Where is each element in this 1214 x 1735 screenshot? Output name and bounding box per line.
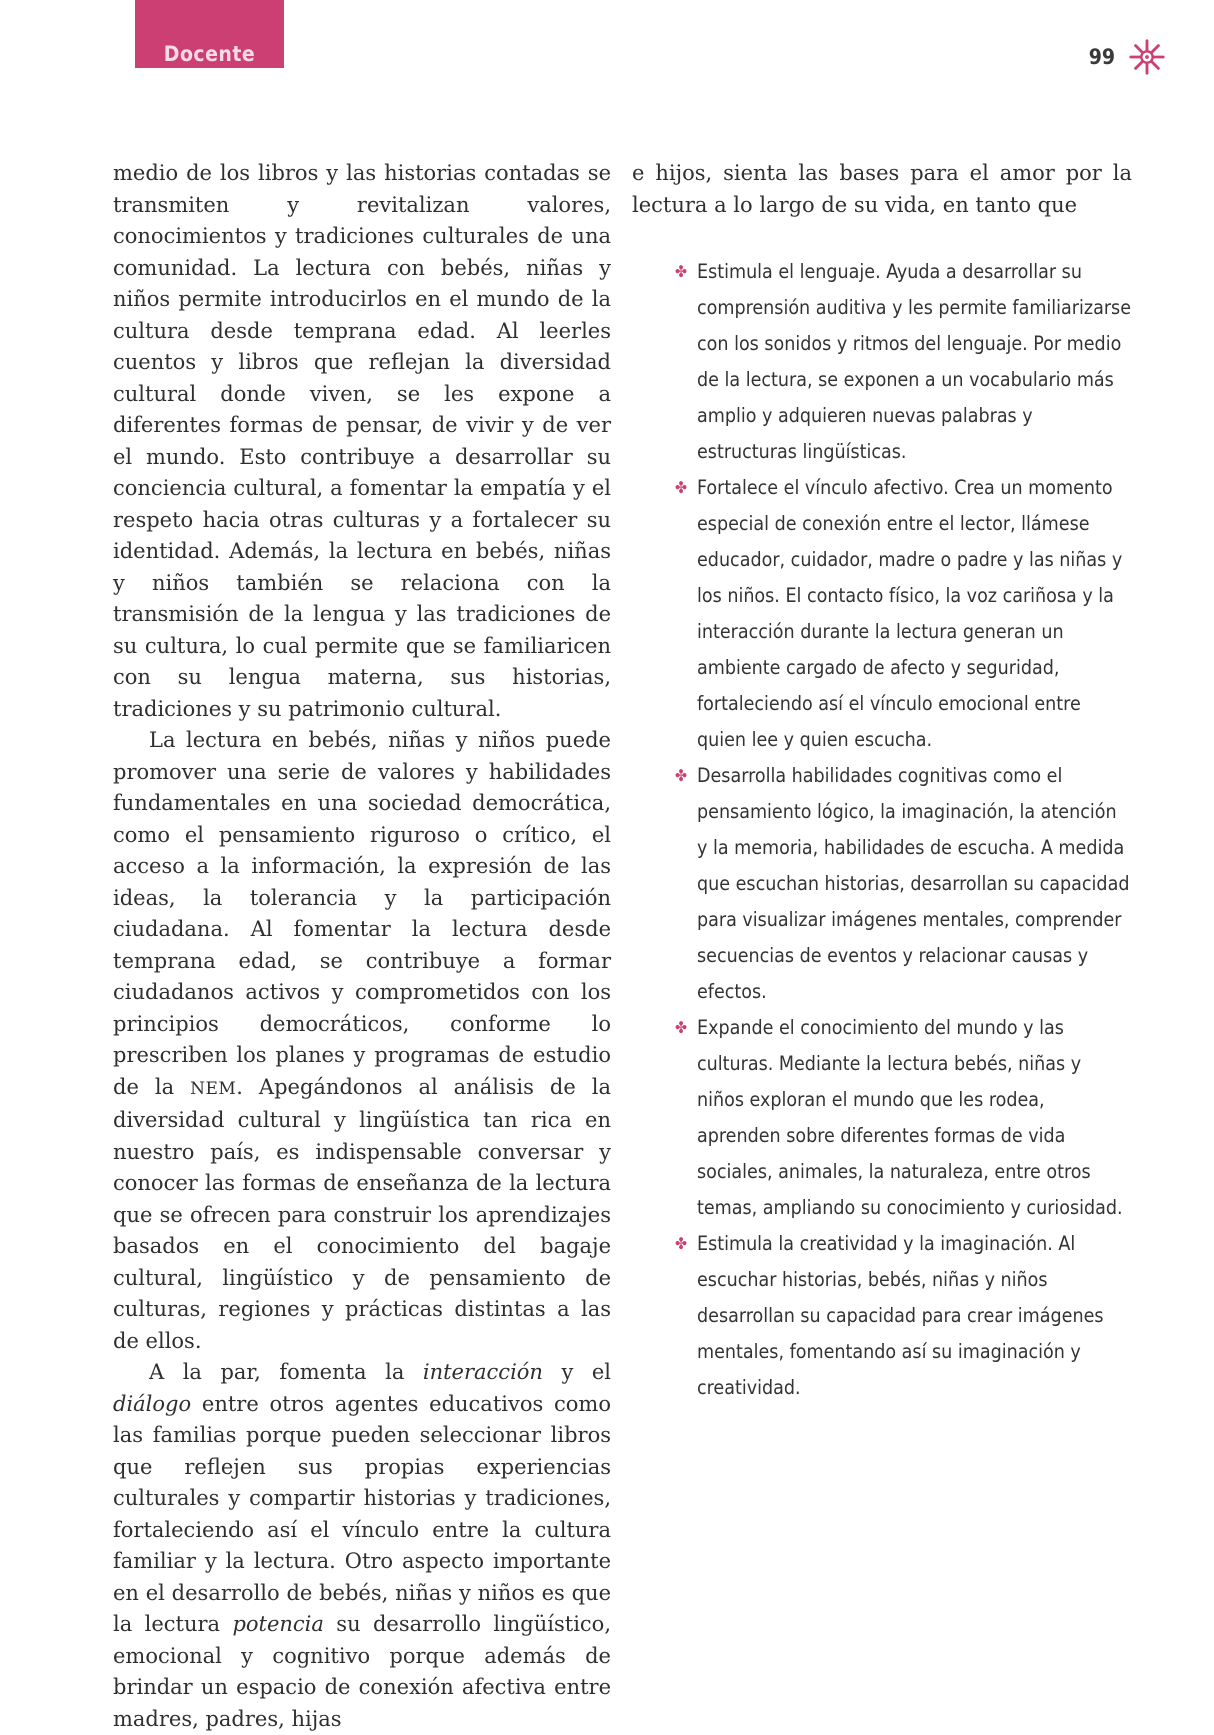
list-item-text: Estimula la creatividad y la imaginación. Al escuchar historias, bebés, niñas y niños desarrollan su capacidad para crear imágenes mentales, fomentando así su imaginación y creatividad. bbox=[697, 1232, 1104, 1399]
list-item bbox=[674, 1010, 1132, 1226]
bullet-icon: ✤ bbox=[674, 766, 688, 785]
emphasis-interaccion: interacción bbox=[422, 1360, 543, 1384]
page-number: 99 bbox=[1088, 45, 1115, 69]
bullet-icon: ✤ bbox=[674, 1234, 688, 1253]
paragraph-2 bbox=[113, 725, 611, 1357]
paragraph-3-text-d: su desarrollo lingüístico, emocional y cognitivo porque además de brindar un espacio de conexión afectiva entre madres, padres, hijas bbox=[113, 1612, 611, 1731]
list-item bbox=[674, 758, 1132, 1010]
bullet-icon: ✤ bbox=[674, 262, 688, 281]
right-intro-paragraph: e hijos, sienta las bases para el amor por la lectura a lo largo de su vida, en tanto que bbox=[632, 161, 1132, 217]
paragraph-3-text-b: y el bbox=[542, 1360, 612, 1384]
emphasis-potencia: potencia bbox=[232, 1612, 324, 1636]
paragraph-2-text-b: . Apegándonos al análisis de la diversidad cultural y lingüística tan rica en nuestro país, es indispensable conversar y conocer las formas de enseñanza de la lectura que se ofrecen para construir los aprendizajes basados en el conocimiento del bagaje cultural, lingüístico y de pensamiento de culturas, regiones y prácticas distintas a las de ellos. bbox=[113, 1074, 611, 1353]
left-column bbox=[113, 158, 611, 1735]
paragraph-3-text-a: A la par, fomenta la bbox=[149, 1360, 423, 1384]
list-item-text: Desarrolla habilidades cognitivas como el pensamiento lógico, la imaginación, la atención y la memoria, habilidades de escucha. A medida que escuchan historias, desarrollan su capacidad para visualizar imágenes mentales, comprender secuencias de eventos y relacionar causas y efectos. bbox=[697, 764, 1130, 1003]
right-column bbox=[632, 158, 1132, 221]
benefits-list bbox=[674, 254, 1132, 1406]
list-item bbox=[674, 470, 1132, 758]
list-item-text: Fortalece el vínculo afectivo. Crea un momento especial de conexión entre el lector, llámese educador, cuidador, madre o padre y las niñas y los niños. El contacto físico, la voz cariñosa y la interacción durante la lectura generan un ambiente cargado de afecto y seguridad, fortaleciendo así el vínculo emocional entre quien lee y quien escucha. bbox=[697, 476, 1123, 751]
list-item-text: Estimula el lenguaje. Ayuda a desarrollar su comprensión auditiva y les permite familiarizarse con los sonidos y ritmos del lenguaje. Por medio de la lectura, se exponen a un vocabulario más amplio y adquieren nuevas palabras y estructuras lingüísticas. bbox=[697, 260, 1131, 463]
paragraph-3-text-c: entre otros agentes educativos como las familias porque pueden seleccionar libros que reflejen sus propias experiencias culturales y compartir historias y tradiciones, fortaleciendo así el vínculo entre la cultura familiar y la lectura. Otro aspecto importante en el desarrollo de bebés, niñas y niños es que la lectura bbox=[113, 1391, 611, 1636]
list-item bbox=[674, 254, 1132, 470]
section-tab bbox=[135, 0, 284, 68]
bullet-icon: ✤ bbox=[674, 478, 688, 497]
paragraph-2-text-a: La lectura en bebés, niñas y niños puede promover una serie de valores y habilidades fundamentales en una sociedad democrática, como el pensamiento riguroso o crítico, el acceso a la información, la expresión de las ideas, la tolerancia y la participación ciudadana. Al fomentar la lectura desde temprana edad, se contribuye a formar ciudadanos activos y comprometidos con los principios democráticos, conforme lo prescriben los planes y programas de estudio de la bbox=[113, 728, 611, 1099]
flower-asterisk-icon bbox=[1128, 38, 1166, 76]
list-item-text: Expande el conocimiento del mundo y las culturas. Mediante la lectura bebés, niñas y niños exploran el mundo que les rodea, aprenden sobre diferentes formas de vida sociales, animales, la naturaleza, entre otros temas, ampliando su conocimiento y curiosidad. bbox=[697, 1016, 1123, 1219]
nem-acronym: NEM bbox=[190, 1078, 237, 1099]
paragraph-3 bbox=[113, 1357, 611, 1735]
list-item bbox=[674, 1226, 1132, 1406]
section-tab-label: Docente bbox=[163, 42, 256, 66]
emphasis-dialogo: diálogo bbox=[113, 1391, 192, 1416]
bullet-icon: ✤ bbox=[674, 1018, 688, 1037]
paragraph-1: medio de los libros y las historias contadas se transmiten y revitalizan valores, conocimientos y tradiciones culturales de una comunidad. La lectura con bebés, niñas y niños permite introducirlos en el mundo de la cultura desde temprana edad. Al leerles cuentos y libros que reflejan la diversidad cultural donde viven, se les expone a diferentes formas de pensar, de vivir y de ver el mundo. Esto contribuye a desarrollar su conciencia cultural, a fomentar la empatía y el respeto hacia otras culturas y a fortalecer su identidad. Además, la lectura en bebés, niñas y niños también se relaciona con la transmisión de la lengua y las tradiciones de su cultura, lo cual permite que se familiaricen con su lengua materna, sus historias, tradiciones y su patrimonio cultural. bbox=[113, 161, 611, 721]
